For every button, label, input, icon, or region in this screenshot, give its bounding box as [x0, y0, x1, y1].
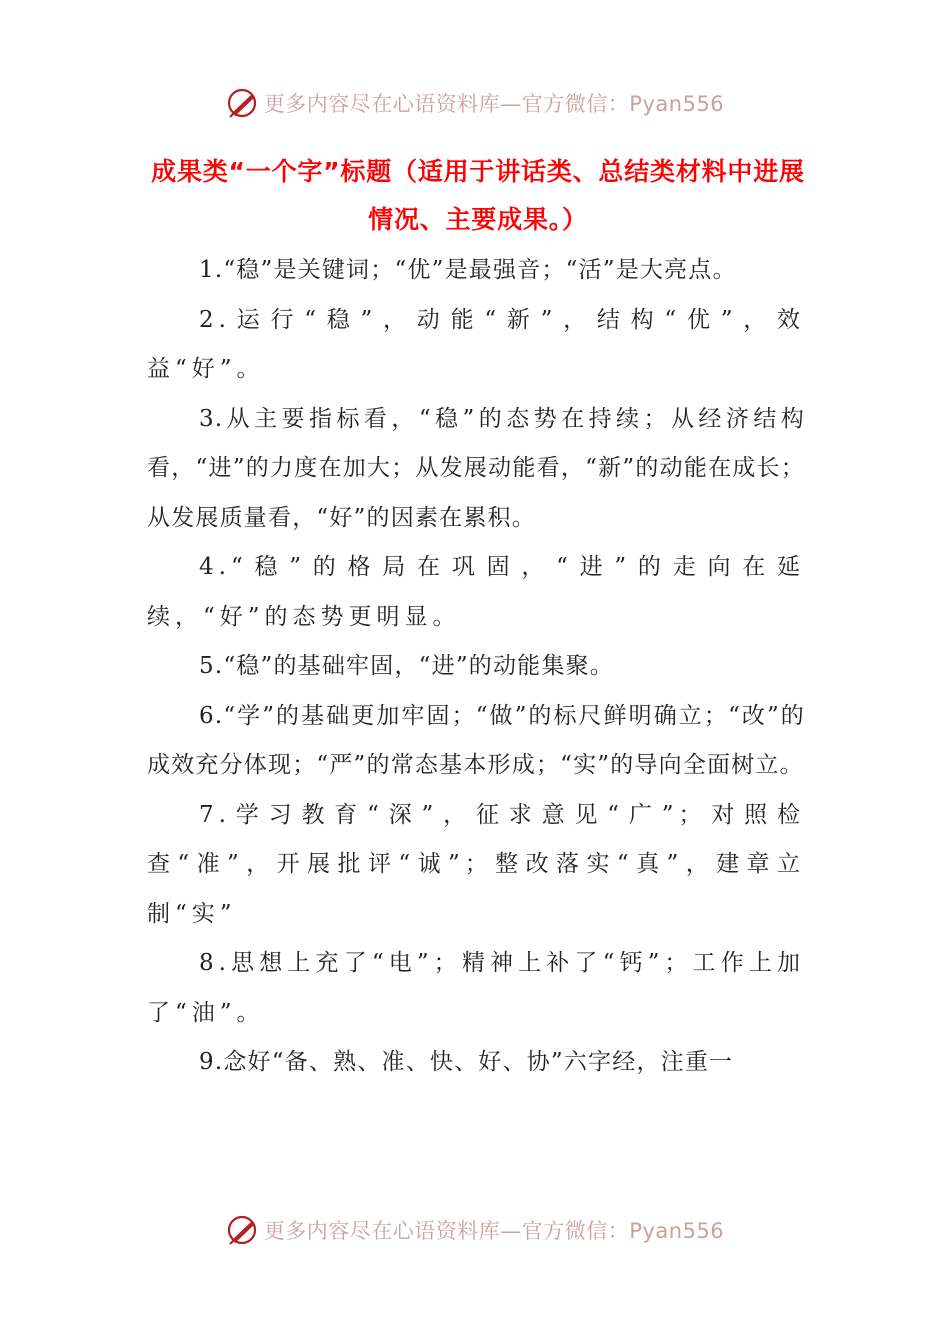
- paragraph-1: 1.“稳”是关键词；“优”是最强音；“活”是大亮点。: [199, 257, 737, 283]
- pen-logo-icon: [226, 1213, 260, 1247]
- header-banner: [0, 83, 950, 123]
- banner-text: 更多内容尽在心语资料库—官方微信：Pyan556: [263, 92, 725, 116]
- paragraph-7: 7.学习教育“深”，征求意见“广”；对照检查“准”，开展批评“诚”；整改落实“真”，建章立制“实”: [147, 801, 805, 927]
- paragraph-4: 4.“稳”的格局在巩固，“进”的走向在延续，“好”的态势更明显。: [147, 554, 805, 630]
- document-body: [147, 246, 805, 1088]
- paragraph-2: 2.运行“稳”，动能“新”，结构“优”，效益“好”。: [147, 306, 805, 382]
- footer-banner: [0, 1210, 950, 1250]
- paragraph-5: 5.“稳”的基础牢固，“进”的动能集聚。: [199, 653, 614, 679]
- paragraph-8: 8.思想上充了“电”；精神上补了“钙”；工作上加了“油”。: [147, 950, 805, 1026]
- paragraph-3: 3.从主要指标看，“稳”的态势在持续；从经济结构看，“进”的力度在加大；从发展动能看，“新”的动能在成长；从发展质量看，“好”的因素在累积。: [147, 405, 805, 531]
- paragraph-9: 9.念好“备、熟、准、快、好、协”六字经，注重一: [199, 1049, 734, 1075]
- paragraph-6: 6.“学”的基础更加牢固；“做”的标尺鲜明确立；“改”的成效充分体现；“严”的常态基本形成；“实”的导向全面树立。: [147, 702, 805, 778]
- pen-logo-icon: [226, 86, 260, 120]
- banner-text: 更多内容尽在心语资料库—官方微信：Pyan556: [263, 1219, 725, 1243]
- document-title: 成果类“一个字”标题（适用于讲话类、总结类材料中进展情况、主要成果。）: [151, 157, 805, 234]
